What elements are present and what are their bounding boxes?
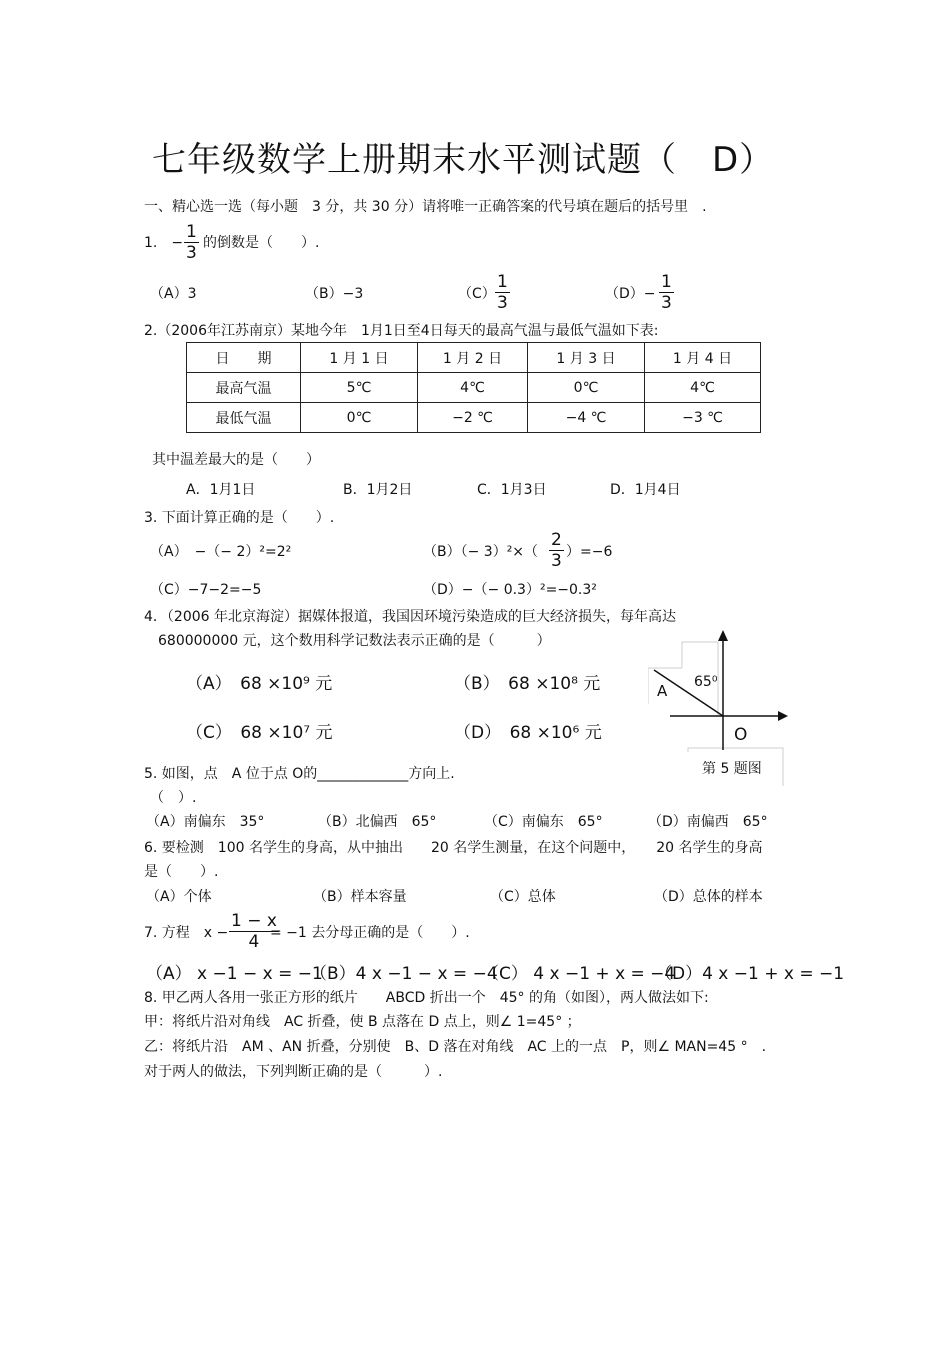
q6-option-a: （A）个体 <box>146 889 212 905</box>
q6-option-b: （B）样本容量 <box>313 889 407 905</box>
q1-d-num: 1 <box>661 272 672 292</box>
q1-fraction <box>184 222 199 263</box>
q3-option-c: （C）−7−2=−5 <box>150 582 262 598</box>
table-cell: 1 月 1 日 <box>301 343 418 373</box>
q1-suffix: 的倒数是（ ）. <box>203 235 320 251</box>
q8-line3: 乙：将纸片沿 AM 、AN 折叠，分别使 B、D 落在对角线 AC 上的一点 P，则∠ MAN=45 ° . <box>144 1039 767 1055</box>
figure-angle-label: 65⁰ <box>694 674 718 690</box>
q7-suffix: = −1 去分母正确的是（ ）. <box>270 925 470 941</box>
q1-option-d: （D）− <box>605 286 656 302</box>
q4-stem-line2: 680000000 元，这个数用科学记数法表示正确的是（ ） <box>158 633 551 649</box>
table-cell: 0℃ <box>528 373 645 403</box>
q6-option-c: （C）总体 <box>490 889 556 905</box>
table-row <box>187 403 761 433</box>
q1-option-d-fraction <box>659 272 674 313</box>
table-cell: −2 ℃ <box>418 403 528 433</box>
q5-figure <box>648 628 798 790</box>
q3-option-b-end: ）=−6 <box>566 544 613 560</box>
q7-frac-num: 1 − x <box>231 911 277 931</box>
q2-question: 其中温差最大的是（ ） <box>152 452 320 468</box>
section-heading: 一、精心选一选（每小题 3 分，共 30 分）请将唯一正确答案的代号填在题后的括号里 . <box>144 199 707 215</box>
table-cell: −3 ℃ <box>645 403 761 433</box>
q8-line1: 8. 甲乙两人各用一张正方形的纸片 ABCD 折出一个 45° 的角（如图），两人做法如下: <box>144 990 709 1006</box>
table-cell: 最低气温 <box>187 403 301 433</box>
q5-option-a: （A）南偏东 35° <box>146 814 265 830</box>
q7-option-d: （D）4 x −1 + x = −1 <box>655 964 845 984</box>
table-cell: 0℃ <box>301 403 418 433</box>
table-cell: −4 ℃ <box>528 403 645 433</box>
table-cell: 5℃ <box>301 373 418 403</box>
q7-prefix: 7. 方程 x − <box>144 925 229 941</box>
q7-frac-den: 4 <box>248 932 260 952</box>
q8-line2: 甲：将纸片沿对角线 AC 折叠，使 B 点落在 D 点上，则∠ 1=45° ； <box>144 1014 581 1030</box>
table-cell: 日 期 <box>187 343 301 373</box>
q1-c-den: 3 <box>497 293 508 313</box>
q5-option-c: （C）南偏东 65° <box>484 814 603 830</box>
q2-option-b: B．1月2日 <box>343 482 413 498</box>
q1-option-b: （B）−3 <box>305 286 364 302</box>
figure-label-a: A <box>657 682 668 700</box>
q3-b-den: 3 <box>551 551 562 571</box>
q6-option-d: （D）总体的样本 <box>654 889 763 905</box>
table-cell: 4℃ <box>645 373 761 403</box>
q6-stem-line2: 是（ ）. <box>144 864 219 880</box>
q5-paren: （ ）. <box>150 790 197 806</box>
q1-frac-num: 1 <box>186 222 197 242</box>
temperature-table <box>186 342 761 433</box>
table-cell: 1 月 4 日 <box>645 343 761 373</box>
q1-option-c-fraction <box>495 272 510 313</box>
table-cell: 最高气温 <box>187 373 301 403</box>
q7-option-a: （A） x −1 − x = −1 <box>146 964 323 984</box>
q3-option-a: （A） −（− 2）²=2² <box>150 544 292 560</box>
figure-caption: 第 5 题图 <box>702 761 762 777</box>
figure-label-o: O <box>734 725 748 745</box>
q4-option-b: （B） 68 ×10⁸ 元 <box>454 674 601 694</box>
table-cell: 1 月 3 日 <box>528 343 645 373</box>
q2-option-a: A．1月1日 <box>186 482 256 498</box>
q7-option-b: （B）4 x −1 − x = −4 <box>310 964 498 984</box>
q2-stem: 2.（2006年江苏南京）某地今年 1月1日至4日每天的最高气温与最低气温如下表: <box>144 323 659 339</box>
table-cell: 4℃ <box>418 373 528 403</box>
table-row <box>187 373 761 403</box>
q1-frac-den: 3 <box>186 243 197 263</box>
q4-option-a: （A） 68 ×10⁹ 元 <box>186 674 333 694</box>
q1-option-c: （C） <box>458 286 496 302</box>
q1-option-a: （A）3 <box>150 286 197 302</box>
q7-option-c: （C） 4 x −1 + x = −4 <box>482 964 676 984</box>
q3-option-b-fraction <box>549 530 564 571</box>
q5-option-b: （B）北偏西 65° <box>318 814 437 830</box>
q4-option-d: （D） 68 ×10⁶ 元 <box>454 723 602 743</box>
q6-stem-line1: 6. 要检测 100 名学生的身高，从中抽出 20 名学生测量，在这个问题中， 20 名学生的身高 <box>144 840 763 856</box>
q3-stem: 3. 下面计算正确的是（ ）. <box>144 510 335 526</box>
q3-option-b: （B）（− 3）²×（ <box>423 544 539 560</box>
q5-option-d: （D）南偏西 65° <box>648 814 768 830</box>
q1-d-den: 3 <box>661 293 672 313</box>
q3-option-d: （D）−（− 0.3）²=−0.3² <box>423 582 597 598</box>
q8-line4: 对于两人的做法，下列判断正确的是（ ）. <box>144 1064 443 1080</box>
table-cell: 1 月 2 日 <box>418 343 528 373</box>
q4-stem-line1: 4．（2006 年北京海淀）据媒体报道，我国因环境污染造成的巨大经济损失，每年高达 <box>144 609 676 625</box>
q2-option-d: D．1月4日 <box>610 482 681 498</box>
q4-option-c: （C） 68 ×10⁷ 元 <box>186 723 333 743</box>
page-title: 七年级数学上册期末水平测试题（ D） <box>152 140 775 180</box>
q2-option-c: C．1月3日 <box>477 482 547 498</box>
q5-stem: 5. 如图，点 A 位于点 O的_____________方向上. <box>144 766 455 782</box>
table-row <box>187 343 761 373</box>
q1-prefix: 1. − <box>144 235 184 251</box>
q3-b-num: 2 <box>551 530 562 550</box>
q1-c-num: 1 <box>497 272 508 292</box>
